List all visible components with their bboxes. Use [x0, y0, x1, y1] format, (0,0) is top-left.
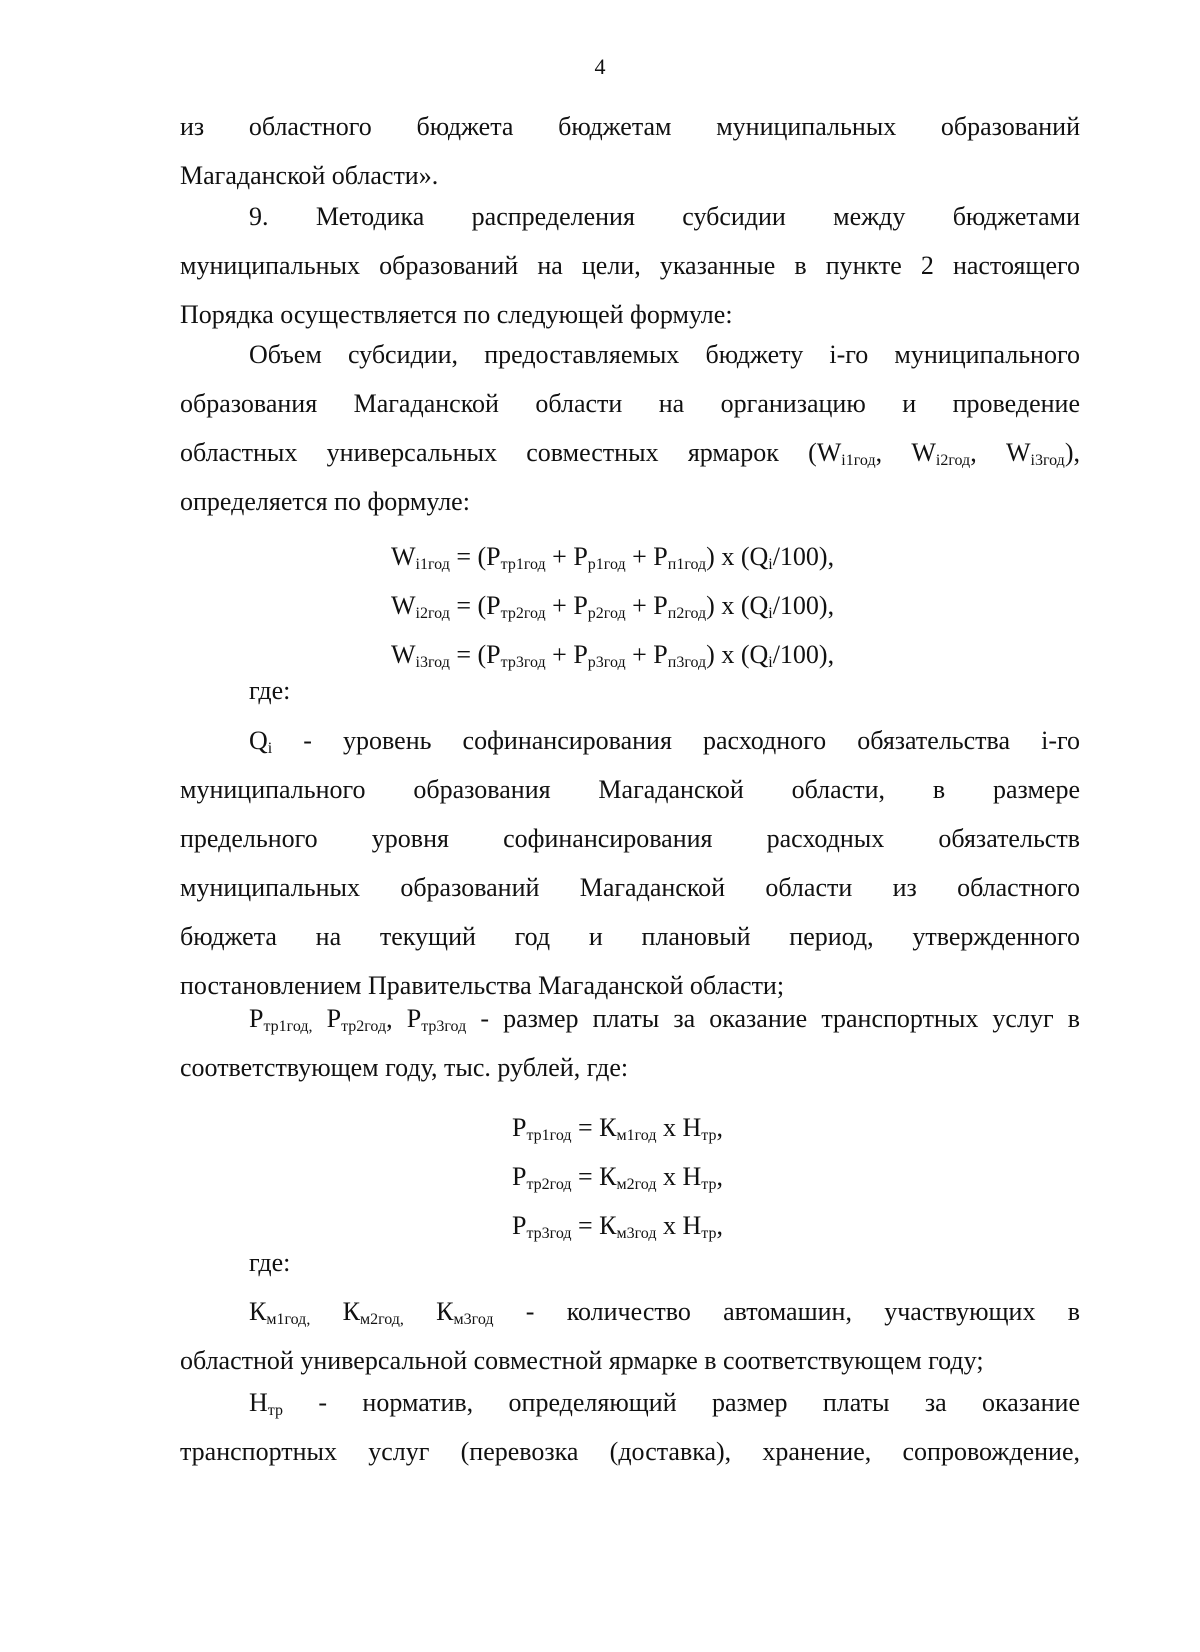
page-number: 4 [594, 54, 606, 79]
text-line: бюджета на текущий год и плановый период, утвержденного [180, 922, 1080, 951]
paragraph-where-1 [180, 666, 1080, 715]
text-line: Объем субсидии, предоставляемых бюджету i-го муниципального [249, 340, 1080, 369]
paragraph-h [180, 1378, 1080, 1476]
text-line: муниципальных образований на цели, указанные в пункте 2 настоящего [180, 251, 1080, 280]
text-line: из областного бюджета бюджетам муниципальных образований [180, 112, 1080, 141]
text-line: 9. Методика распределения субсидии между бюджетами [249, 202, 1080, 231]
text-line: Магаданской области». [180, 161, 439, 190]
paragraph-where-2 [180, 1238, 1080, 1287]
text-line: муниципальных образований Магаданской области из областного [180, 873, 1080, 902]
text-line: $К_{м1год,}$ $К_{м2год,}$ $К_{м3год}$ - количество автомашин, участвующих в [249, 1297, 1081, 1328]
text-line: Порядка осуществляется по следующей формуле: [180, 300, 733, 329]
text-line: $Р_{тр1год,}$ $Р_{тр2год}$, $Р_{тр3год}$ - размер платы за оказание транспортных услуг в [249, 1004, 1080, 1035]
text-line: областных универсальных совместных ярмарок ($W_{i1год}$, $W_{i2год}$, $W_{i3год}$), [180, 438, 1080, 469]
text-line: областной универсальной совместной ярмарке в соответствующем году; [180, 1346, 984, 1375]
text-line: соответствующем году, тыс. рублей, где: [180, 1053, 629, 1082]
formula-line: $W_{i2год} = (Р_{тр2год} + Р_{р2год} + Р_{п2год})$ х $(Q_i/100)$, [391, 591, 835, 622]
text-line: $Н_{тр}$ - норматив, определяющий размер платы за оказание [249, 1388, 1080, 1419]
formula-line: $W_{i1год} = (Р_{тр1год} + Р_{р1год} + Р_{п1год})$ х $(Q_i/100)$, [391, 542, 835, 573]
text-line: предельного уровня софинансирования расходных обязательств [180, 824, 1080, 853]
paragraph-subsidy-volume [180, 330, 1080, 526]
formula-line: $W_{i3год} = (Р_{тр3год} + Р_{р3год} + Р_{п3год})$ х $(Q_i/100)$, [391, 640, 835, 671]
text-line: транспортных услуг (перевозка (доставка), хранение, сопровождение, [180, 1437, 1080, 1466]
text-line: $Q_i$ - уровень софинансирования расходного обязательства i-го [249, 726, 1080, 757]
formula-block-ptr [180, 1103, 1080, 1250]
paragraph-k [180, 1287, 1080, 1385]
text-line: где: [249, 1248, 291, 1277]
text-line: где: [249, 676, 291, 705]
paragraph-item-9 [180, 192, 1080, 339]
formula-line: $Р_{тр3год} = К_{м3год}$ х $Н_{тр}$, [512, 1211, 723, 1242]
paragraph-intro [180, 102, 1080, 200]
formula-block-w [180, 532, 1080, 679]
paragraph-ptr [180, 994, 1080, 1092]
formula-line: $Р_{тр2год} = К_{м2год}$ х $Н_{тр}$, [512, 1162, 723, 1193]
text-line: определяется по формуле: [180, 487, 470, 516]
paragraph-qi [180, 716, 1080, 1010]
text-line: образования Магаданской области на организацию и проведение [180, 389, 1080, 418]
text-line: муниципального образования Магаданской области, в размере [180, 775, 1080, 804]
text-line: постановлением Правительства Магаданской области; [180, 971, 785, 1000]
formula-line: $Р_{тр1год} = К_{м1год}$ х $Н_{тр}$, [512, 1113, 723, 1144]
